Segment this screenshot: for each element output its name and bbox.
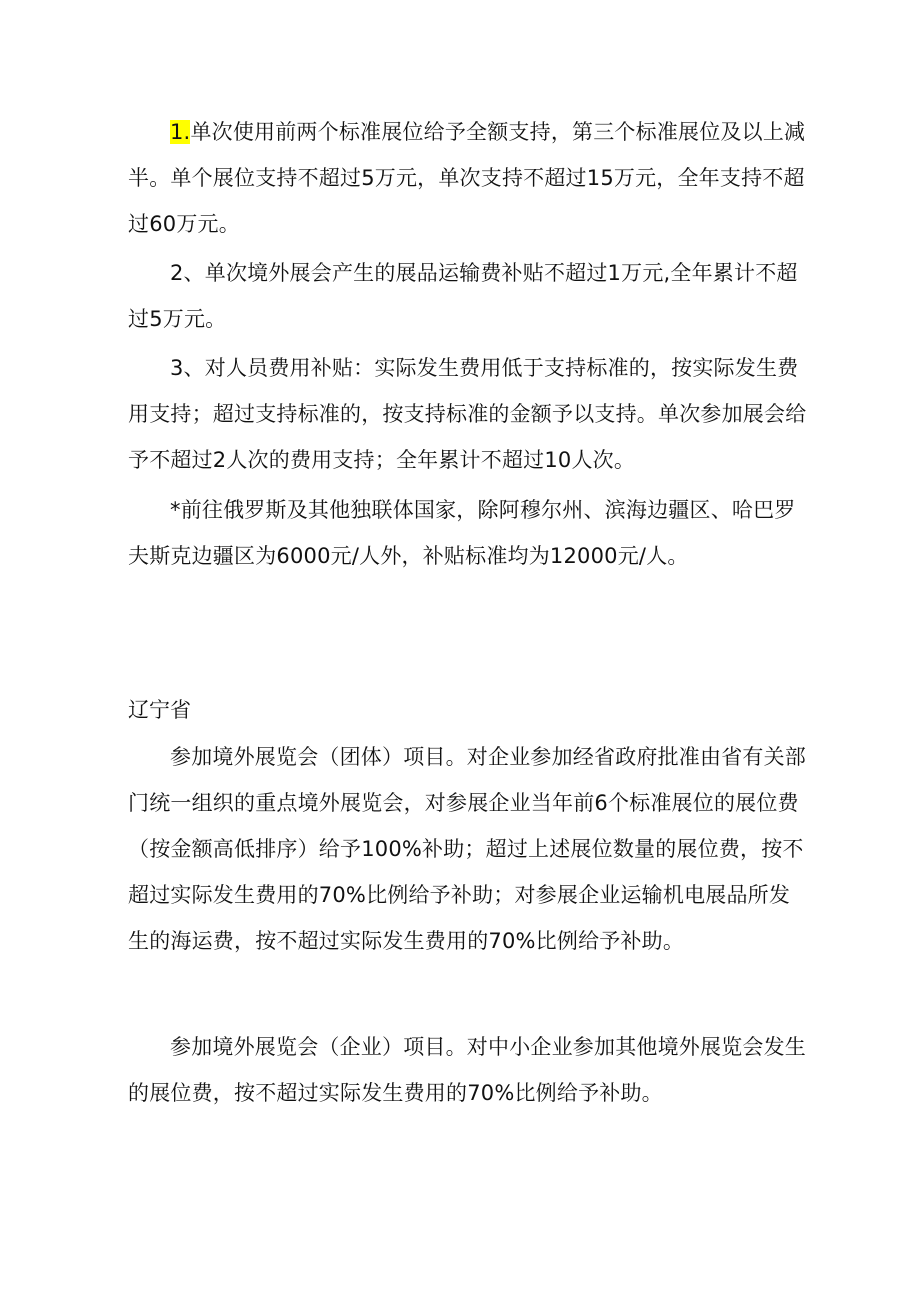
paragraph-item-2: 2、单次境外展会产生的展品运输费补贴不超过1万元,全年累计不超过5万元。: [128, 261, 798, 331]
paragraph-enterprise-exhibition: 参加境外展览会（企业）项目。对中小企业参加其他境外展览会发生的展位费，按不超过实际发生费用的70%比例给予补助。: [128, 1035, 806, 1105]
paragraph-item-1: [128, 109, 808, 247]
paragraph-item-3: 3、对人员费用补贴：实际发生费用低于支持标准的，按实际发生费用支持；超过支持标准的，按支持标准的金额予以支持。单次参加展会给予不超过2人次的费用支持；全年累计不超过10人次。: [128, 356, 807, 472]
highlighted-item-number: 1.: [170, 120, 191, 144]
item-1-text: 单次使用前两个标准展位给予全额支持，第三个标准展位及以上减半。单个展位支持不超过5万元，单次支持不超过15万元，全年支持不超过60万元。: [128, 120, 806, 236]
paragraph-group-exhibition: 参加境外展览会（团体）项目。对企业参加经省政府批准由省有关部门统一组织的重点境外展览会，对参展企业当年前6个标准展位的展位费（按金额高低排序）给予100%补助；超过上述展位数量的展位费，按不超过实际发生费用的70%比例给予补助；对参展企业运输机电展品所发生的海运费，按不超过实际发生费用的70%比例给予补助。: [128, 745, 806, 953]
paragraph-note: *前往俄罗斯及其他独联体国家，除阿穆尔州、滨海边疆区、哈巴罗夫斯克边疆区为6000元/人外，补贴标准均为12000元/人。: [128, 498, 796, 568]
province-heading: 辽宁省: [128, 698, 191, 722]
